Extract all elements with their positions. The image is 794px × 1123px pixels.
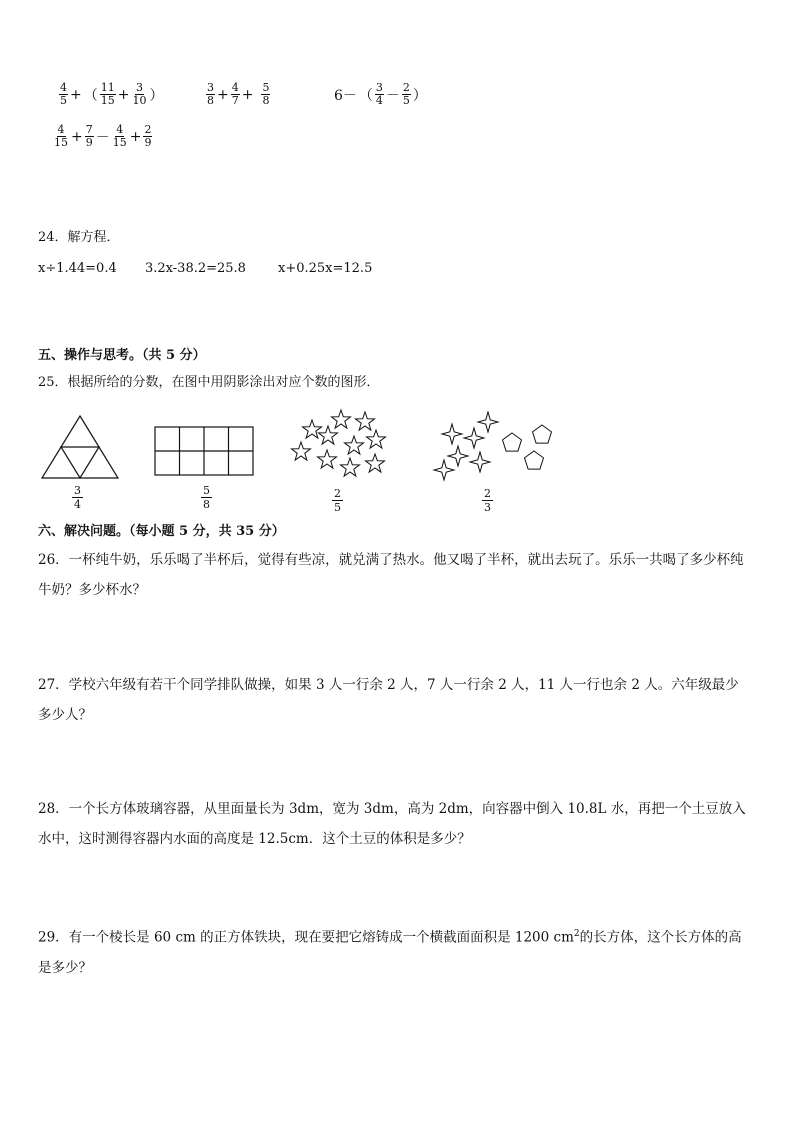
fraction: $\frac{5}{8}$ [262,81,270,107]
section-5-title: 五、操作与思考。（共 5 分） [38,348,206,363]
fraction: $\frac{3}{4}$ [375,81,383,107]
expression-3: 6－ （ $\frac{3}{4}$ － $\frac{2}{5}$ ） [334,81,427,107]
four-point-star-icon [442,424,462,444]
q24-title: 24．解方程． [38,230,120,245]
figure-stars [290,408,390,480]
fraction: $\frac{3}{8}$ [207,81,214,107]
fraction: $\frac{4}{5}$ [60,81,67,107]
section-6-title: 六、解决问题。（每小题 5 分，共 35 分） [38,524,285,539]
fraction: $\frac{4}{15}$ [112,123,127,149]
q24-equation-3: x+0.25x=12.5 [278,261,373,276]
figure-stars-pentagons [432,410,558,486]
fraction: $\frac{3}{10}$ [132,81,147,107]
star-icon [317,450,336,468]
fraction-2-3: 2 3 [484,487,491,514]
q27-text: 27．学校六年级有若干个同学排队做操，如果 3 人一行余 2 人，7 人一行余 2 人，11 人一行也余 2 人。六年级最少多少人？ [38,677,739,723]
fraction: $\frac{4}{15}$ [54,123,68,149]
q26-text: 26．一杯纯牛奶，乐乐喝了半杯后，觉得有些凉，就兑满了热水。他又喝了半杯，就出去玩了。乐乐一共喝了多少杯纯牛奶？多少杯水？ [38,552,744,598]
pentagon-icon [525,451,544,469]
q29-text: 29．有一个棱长是 60 cm 的正方体铁块，现在要把它熔铸成一个横截面面积是 1200 $cm^2$的长方体，这个长方体的高是多少？ [38,929,742,976]
four-point-star-icon [464,428,484,448]
star-icon [366,430,385,448]
star-icon [344,436,363,454]
star-icon [291,442,310,460]
expression-1: $\frac{4}{5}$ + （ $\frac{11}{15}$ + $\frac{3}{10}$ ） [60,81,164,107]
q24-equation-1: x÷1.44=0.4 [38,261,117,276]
figure-grid [154,426,254,476]
four-point-star-icon [478,412,498,432]
fraction: $\frac{4}{7}$ [231,81,239,107]
pentagon-icon [533,425,552,443]
fraction-3-4: 3 4 [74,484,81,511]
q25-text: 25．根据所给的分数，在图中用阴影涂出对应个数的图形． [38,375,380,390]
four-point-star-icon [448,446,468,466]
figure-triangle [40,414,120,480]
fraction: $\frac{2}{9}$ [144,123,152,149]
fraction-5-8: 5 8 [203,484,210,511]
q28-text: 28．一个长方体玻璃容器，从里面量长为 3dm，宽为 3dm，高为 2dm，向容器中倒入 10.8L 水，再把一个土豆放入水中，这时测得容器内水面的高度是 12.5cm．这个土豆的体积是多少？ [38,801,746,847]
star-icon [355,412,374,430]
star-icon [331,410,350,428]
pentagon-icon [503,433,522,451]
star-icon [340,458,359,476]
expression-4: $\frac{4}{15}$ + $\frac{7}{9}$ － $\frac{4}{15}$ + $\frac{2}{9}$ [54,123,152,149]
q24-equation-2: 3.2x-38.2=25.8 [145,261,246,276]
fraction-2-5: 2 5 [334,487,341,514]
fraction: $\frac{7}{9}$ [85,123,93,149]
fraction: $\frac{11}{15}$ [100,81,115,107]
star-icon [365,454,384,472]
star-icon [302,420,321,438]
four-point-star-icon [470,452,490,472]
four-point-star-icon [434,460,454,480]
expression-2: $\frac{3}{8}$ + $\frac{4}{7}$ + $\frac{5}{8}$ [207,81,270,107]
fraction: $\frac{2}{5}$ [402,81,410,107]
